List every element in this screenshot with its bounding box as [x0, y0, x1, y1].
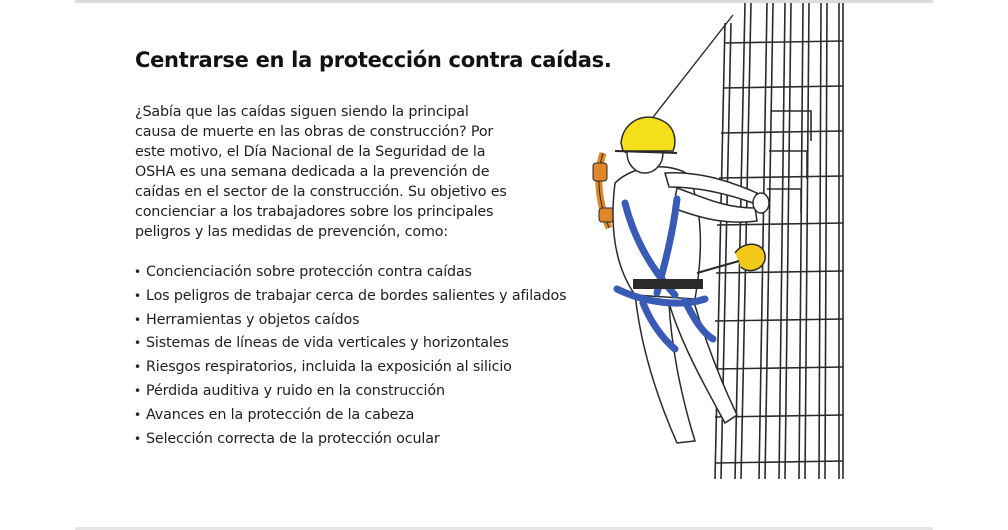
list-item — [135, 332, 605, 356]
helmet — [621, 117, 675, 151]
list-item-text: Sistemas de líneas de vida verticales y horizontales — [146, 335, 509, 352]
bullet: • — [134, 407, 141, 422]
bullet: • — [134, 383, 141, 398]
bullet: • — [134, 336, 141, 351]
list-item — [135, 261, 605, 285]
bullet: • — [134, 431, 141, 446]
topic-list — [135, 261, 605, 451]
list-item-text: Concienciación sobre protección contra caídas — [146, 264, 472, 280]
list-item-text: Selección correcta de la protección ocular — [146, 430, 440, 447]
list-item — [135, 309, 605, 333]
bullet: • — [134, 360, 141, 375]
list-item-text: Herramientas y objetos caídos — [146, 311, 360, 328]
list-item — [135, 356, 605, 380]
harness-belt — [633, 279, 703, 289]
list-item-text: Avances en la protección de la cabeza — [146, 406, 415, 423]
list-item — [135, 428, 605, 452]
carabiner — [697, 244, 765, 273]
list-item-text: Los peligros de trabajar cerca de bordes salientes y afilados — [146, 287, 567, 304]
worker-illustration — [585, 3, 845, 479]
list-item — [135, 404, 605, 428]
list-item — [135, 380, 605, 404]
bullet: • — [134, 265, 141, 279]
list-item-text: Pérdida auditiva y ruido en la construcción — [146, 382, 445, 399]
list-item — [135, 285, 605, 309]
list-item-text: Riesgos respiratorios, incluida la exposición al silicio — [146, 359, 512, 376]
bullet: • — [134, 288, 141, 303]
bullet: • — [134, 312, 141, 327]
page-title: Centrarse en la protección contra caídas. — [135, 48, 612, 72]
article — [134, 48, 612, 451]
intro-paragraph: ¿Sabía que las caídas siguen siendo la principal causa de muerte en las obras de construcción? Por este motivo, el Día Nacional de la Seguridad de la OSHA es una semana dedicada a la prevención de caídas en el sector de la construcción. Su objetivo es concienciar a los trabajadores sobre los principales peligros y las medidas de prevención, como: — [135, 104, 507, 240]
